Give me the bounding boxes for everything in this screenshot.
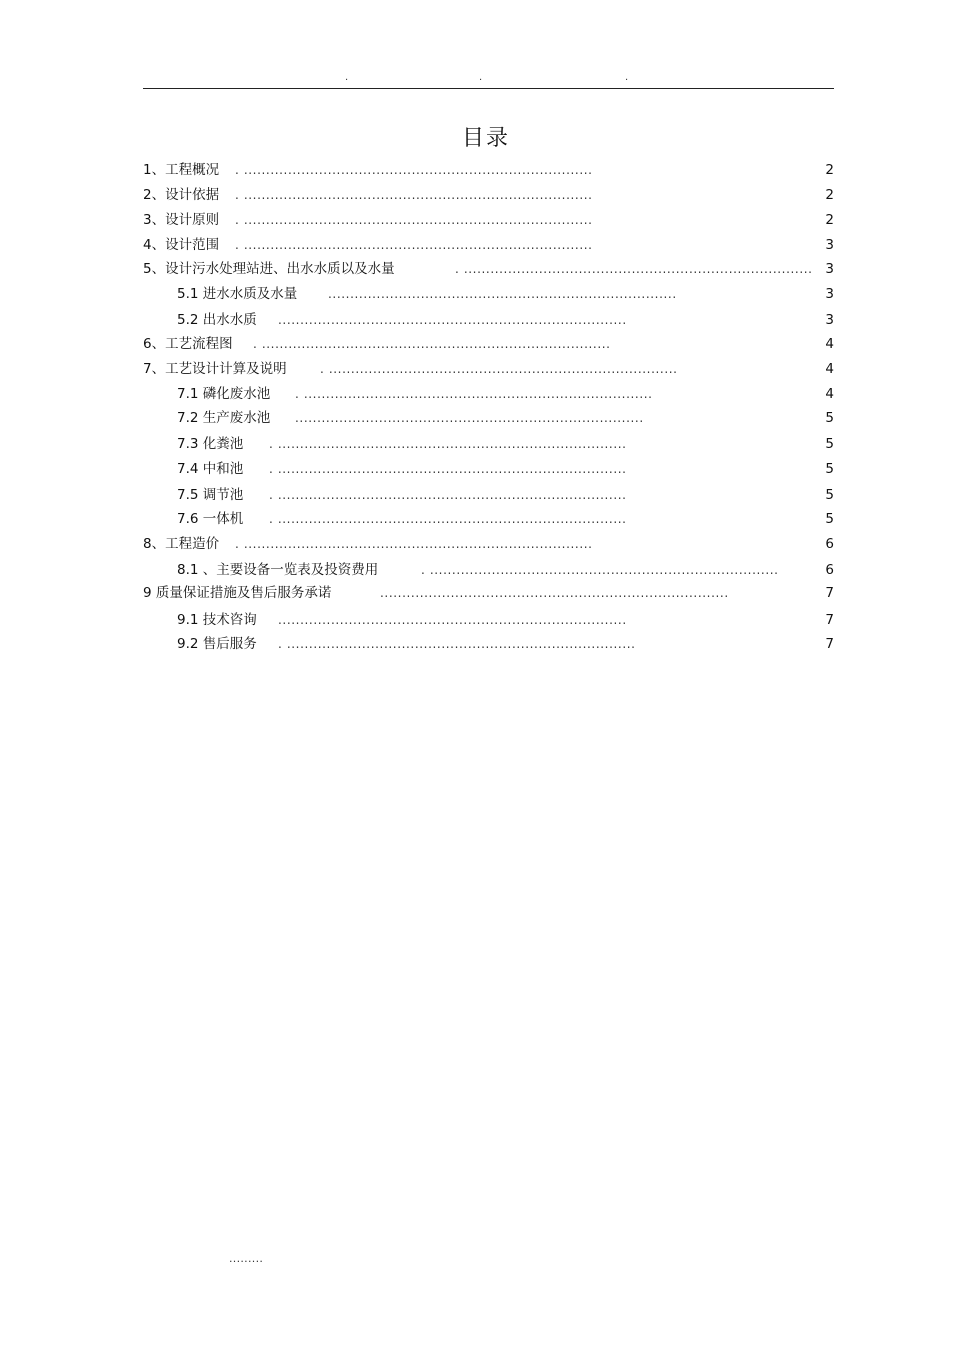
toc-leader: . ............................................................................... bbox=[421, 563, 779, 577]
toc-leader: . ............................................................................... bbox=[269, 488, 627, 502]
toc-page-number: 4 bbox=[825, 336, 834, 352]
toc-leader: . ............................................................................... bbox=[235, 188, 593, 202]
toc-entry-label: 5.2 出水水质 bbox=[177, 312, 257, 328]
toc-entry-label: 9 质量保证措施及售后服务承诺 bbox=[143, 585, 332, 601]
toc-leader: . ............................................................................... bbox=[235, 163, 593, 177]
header-rule bbox=[143, 88, 834, 89]
toc-leader: . ............................................................................... bbox=[269, 512, 627, 526]
toc-page-number: 3 bbox=[825, 261, 834, 277]
toc-leader: ............................................................................... bbox=[380, 586, 729, 600]
toc-leader: . ............................................................................... bbox=[278, 637, 636, 651]
toc-entry-label: 2、设计依据 bbox=[143, 187, 220, 203]
toc-entry[interactable] bbox=[143, 359, 834, 379]
toc-page-number: 5 bbox=[825, 410, 834, 426]
toc-page-number: 7 bbox=[825, 612, 834, 628]
toc-entry[interactable] bbox=[177, 560, 834, 580]
toc-entry-label: 3、设计原则 bbox=[143, 212, 220, 228]
toc-leader: ............................................................................... bbox=[295, 411, 644, 425]
toc-entry[interactable] bbox=[177, 610, 834, 630]
toc-page-number: 7 bbox=[825, 636, 834, 652]
toc-entry-label: 9.1 技术咨询 bbox=[177, 612, 257, 628]
toc-entry[interactable] bbox=[177, 485, 834, 505]
toc-entry[interactable] bbox=[143, 334, 834, 354]
toc-entry[interactable] bbox=[143, 259, 834, 279]
toc-leader: ............................................................................... bbox=[328, 287, 677, 301]
toc-entry[interactable] bbox=[177, 284, 834, 304]
toc-entry[interactable] bbox=[177, 509, 834, 529]
toc-entry-label: 7.6 一体机 bbox=[177, 511, 244, 527]
toc-entry[interactable] bbox=[143, 534, 834, 554]
toc-entry-label: 1、工程概况 bbox=[143, 162, 220, 178]
toc-page-number: 3 bbox=[825, 237, 834, 253]
toc-leader: . ............................................................................... bbox=[455, 262, 813, 276]
toc-page-number: 2 bbox=[825, 187, 834, 203]
toc-entry-label: 7、工艺设计计算及说明 bbox=[143, 361, 287, 377]
toc-entry-label: 7.4 中和池 bbox=[177, 461, 244, 477]
toc-entry[interactable] bbox=[143, 160, 834, 180]
toc-entry[interactable] bbox=[143, 210, 834, 230]
toc-leader: . ............................................................................... bbox=[295, 387, 653, 401]
toc-entry[interactable] bbox=[177, 459, 834, 479]
toc-leader: . ............................................................................... bbox=[320, 362, 678, 376]
toc-leader: ............................................................................... bbox=[278, 313, 627, 327]
toc-entry[interactable] bbox=[143, 185, 834, 205]
toc-leader: . ............................................................................... bbox=[269, 437, 627, 451]
header-dot: . bbox=[625, 72, 629, 83]
toc-page-number: 2 bbox=[825, 212, 834, 228]
toc-entry-label: 6、工艺流程图 bbox=[143, 336, 233, 352]
toc-page-number: 3 bbox=[825, 312, 834, 328]
toc-leader: . ............................................................................... bbox=[269, 462, 627, 476]
toc-entry[interactable] bbox=[177, 408, 834, 428]
toc-entry-label: 9.2 售后服务 bbox=[177, 636, 257, 652]
toc-page-number: 6 bbox=[825, 536, 834, 552]
footer-dots: ......... bbox=[229, 1252, 264, 1265]
toc-entry[interactable] bbox=[143, 235, 834, 255]
toc-leader: . ............................................................................... bbox=[235, 213, 593, 227]
toc-entry-label: 7.5 调节池 bbox=[177, 487, 244, 503]
header-dot: . bbox=[479, 72, 483, 83]
toc-leader: ............................................................................... bbox=[278, 613, 627, 627]
toc-entry-label: 5.1 进水水质及水量 bbox=[177, 286, 298, 302]
toc-title: 目录 bbox=[461, 126, 510, 151]
toc-entry[interactable] bbox=[143, 583, 834, 603]
toc-page-number: 2 bbox=[825, 162, 834, 178]
toc-leader: . ............................................................................... bbox=[253, 337, 611, 351]
toc-page-number: 4 bbox=[825, 386, 834, 402]
toc-entry-label: 8、工程造价 bbox=[143, 536, 220, 552]
toc-page-number: 3 bbox=[825, 286, 834, 302]
toc-entry-label: 7.1 磷化废水池 bbox=[177, 386, 271, 402]
toc-entry-label: 4、设计范围 bbox=[143, 237, 220, 253]
toc-page-number: 5 bbox=[825, 511, 834, 527]
toc-page-number: 5 bbox=[825, 487, 834, 503]
toc-entry-label: 8.1 、主要设备一览表及投资费用 bbox=[177, 562, 379, 578]
header-dot: . bbox=[345, 72, 349, 83]
toc-entry-label: 5、设计污水处理站进、出水水质以及水量 bbox=[143, 261, 395, 277]
toc-entry-label: 7.3 化粪池 bbox=[177, 436, 244, 452]
toc-page-number: 6 bbox=[825, 562, 834, 578]
toc-page-number: 4 bbox=[825, 361, 834, 377]
toc-entry[interactable] bbox=[177, 310, 834, 330]
toc-page-number: 7 bbox=[825, 585, 834, 601]
toc-entry[interactable] bbox=[177, 434, 834, 454]
toc-leader: . ............................................................................... bbox=[235, 537, 593, 551]
toc-entry-label: 7.2 生产废水池 bbox=[177, 410, 271, 426]
toc-entry[interactable] bbox=[177, 384, 834, 404]
toc-page-number: 5 bbox=[825, 461, 834, 477]
toc-leader: . ............................................................................... bbox=[235, 238, 593, 252]
toc-entry[interactable] bbox=[177, 634, 834, 654]
toc-page-number: 5 bbox=[825, 436, 834, 452]
